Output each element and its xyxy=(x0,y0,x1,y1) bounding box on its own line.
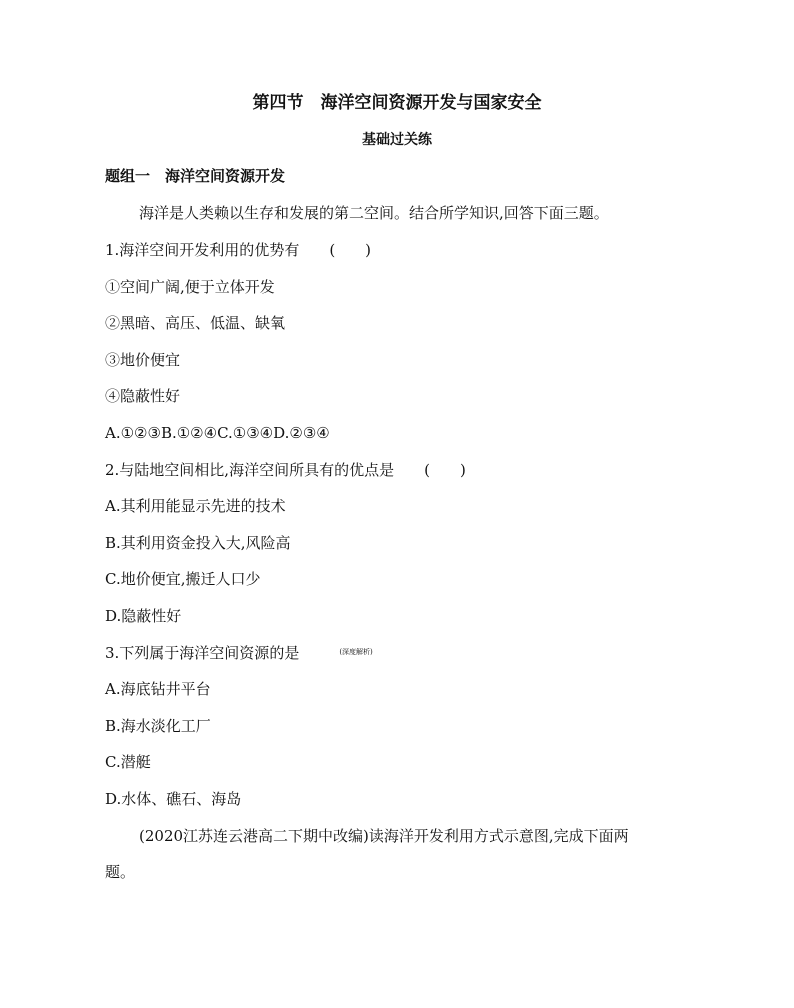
section-subtitle: 基础过关练 xyxy=(362,132,432,148)
question-3-option-c: C.潜艇 xyxy=(105,753,151,771)
question-3-option-b: B.海水淡化工厂 xyxy=(105,717,211,735)
question-1-item-4: ④隐蔽性好 xyxy=(105,387,181,405)
question-2-option-d: D.隐蔽性好 xyxy=(105,607,182,625)
question-1-answer-paren: ( ) xyxy=(329,241,372,259)
passage-line-1: (2020江苏连云港高二下期中改编)读海洋开发利用方式示意图,完成下面两 xyxy=(139,827,629,845)
question-3-option-d: D.水体、礁石、海岛 xyxy=(105,790,242,808)
group-heading: 题组一 海洋空间资源开发 xyxy=(105,167,286,185)
section-title: 第四节 海洋空间资源开发与国家安全 xyxy=(252,93,542,113)
question-2-option-b: B.其利用资金投入大,风险高 xyxy=(105,534,291,552)
question-3-option-a: A.海底钻井平台 xyxy=(105,680,211,698)
question-3-text: 3.下列属于海洋空间资源的是 xyxy=(105,644,300,662)
question-1-item-1: ①空间广阔,便于立体开发 xyxy=(105,278,275,296)
passage-line-2: 题。 xyxy=(105,863,136,881)
question-2-option-a: A.其利用能显示先进的技术 xyxy=(105,497,286,515)
question-2-option-c: C.地价便宜,搬迁人口少 xyxy=(105,570,261,588)
question-1-stem xyxy=(105,240,371,260)
question-1-options: A.①②③B.①②④C.①③④D.②③④ xyxy=(105,424,330,442)
question-1-item-3: ③地价便宜 xyxy=(105,351,181,369)
question-2-text: 2.与陆地空间相比,海洋空间所具有的优点是 xyxy=(105,461,395,479)
question-1-item-2: ②黑暗、高压、低温、缺氧 xyxy=(105,314,286,332)
question-3-stem xyxy=(105,643,373,663)
intro-text: 海洋是人类赖以生存和发展的第二空间。结合所学知识,回答下面三题。 xyxy=(139,204,609,222)
question-2-stem xyxy=(105,460,466,480)
question-2-answer-paren: ( ) xyxy=(424,461,466,479)
question-1-text: 1.海洋空间开发利用的优势有 xyxy=(105,241,300,259)
deep-analysis-tag: (深度解析) xyxy=(339,648,373,656)
